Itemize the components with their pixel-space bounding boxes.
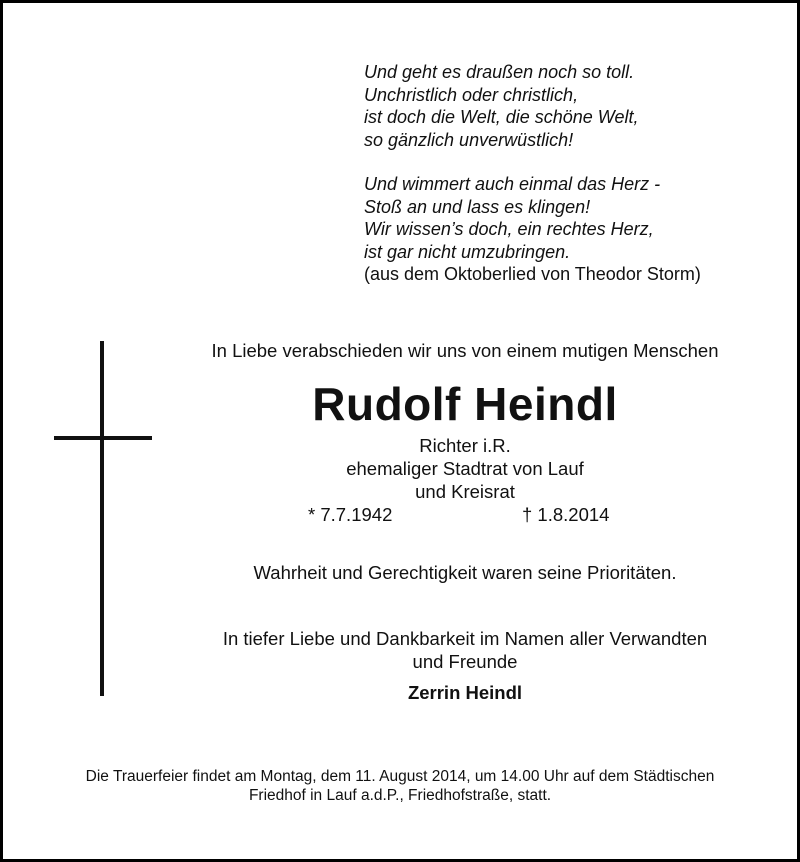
footer-line: Die Trauerfeier findet am Montag, dem 11. August 2014, um 14.00 Uhr auf dem Städtischen bbox=[85, 768, 715, 785]
role-line: und Kreisrat bbox=[415, 481, 515, 502]
poem-line: ist doch die Welt, die schöne Welt, bbox=[364, 107, 639, 127]
motto-text: Wahrheit und Gerechtigkeit waren seine Prioritäten. bbox=[253, 562, 677, 583]
role-line: Richter i.R. bbox=[419, 435, 511, 456]
cross-icon-horizontal bbox=[54, 436, 152, 440]
poem-line: ist gar nicht umzubringen. bbox=[364, 241, 571, 262]
thanks-line: In tiefer Liebe und Dankbarkeit im Namen aller Verwandten bbox=[222, 628, 708, 649]
intro-text: In Liebe verabschieden wir uns von einem mutigen Menschen bbox=[211, 340, 719, 361]
poem-line: Wir wissen’s doch, ein rechtes Herz, bbox=[364, 219, 654, 239]
deceased-name: Rudolf Heindl bbox=[312, 378, 618, 430]
cross-icon-vertical bbox=[100, 341, 104, 696]
thanks-line: und Freunde bbox=[412, 651, 518, 672]
poem-line: so gänzlich unverwüstlich! bbox=[364, 129, 574, 150]
thanks-text bbox=[170, 627, 760, 673]
poem bbox=[364, 61, 784, 286]
funeral-info bbox=[40, 767, 760, 805]
footer-line: Friedhof in Lauf a.d.P., Friedhofstraße, statt. bbox=[248, 787, 552, 804]
death-date: † 1.8.2014 bbox=[522, 504, 610, 525]
poem-line: Und geht es draußen noch so toll. bbox=[364, 62, 635, 82]
poem-line: Unchristlich oder christlich, bbox=[364, 84, 579, 105]
birth-date: * 7.7.1942 bbox=[308, 504, 393, 525]
role-line: ehemaliger Stadtrat von Lauf bbox=[346, 458, 584, 479]
poem-line: Und wimmert auch einmal das Herz - bbox=[364, 174, 661, 194]
signer-name: Zerrin Heindl bbox=[407, 682, 523, 703]
poem-source: (aus dem Oktoberlied von Theodor Storm) bbox=[364, 264, 701, 284]
stanza-gap bbox=[364, 151, 784, 173]
poem-line: Stoß an und lass es klingen! bbox=[364, 196, 591, 217]
